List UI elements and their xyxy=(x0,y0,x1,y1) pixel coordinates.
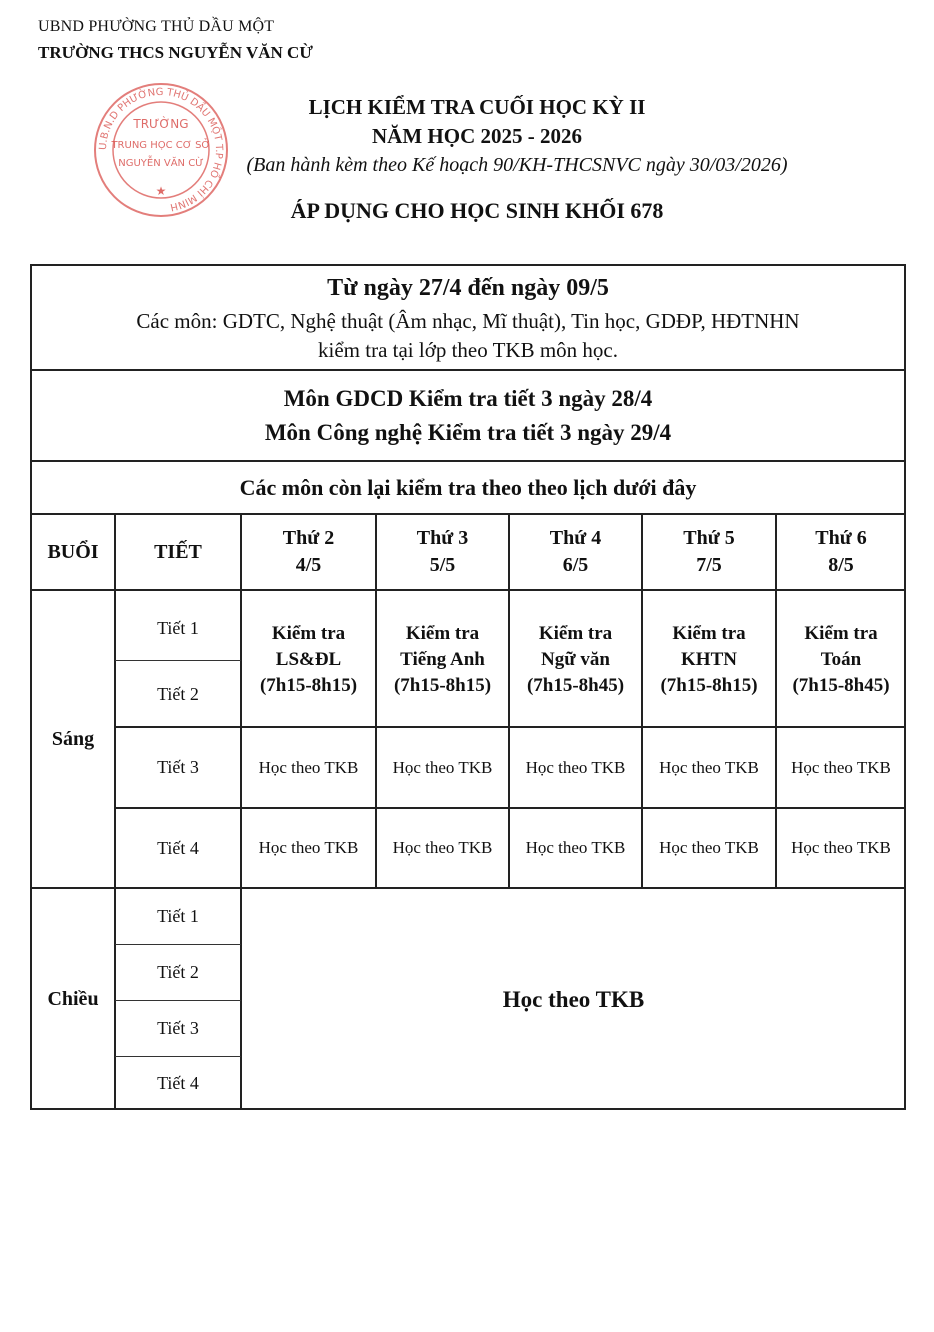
notice1-heading: Từ ngày 27/4 đến ngày 09/5 xyxy=(327,275,609,301)
day-name: Thứ 4 xyxy=(549,527,602,549)
exam-label: Kiểm tra xyxy=(672,623,746,644)
seal-star-icon: ★ xyxy=(155,184,167,198)
doc-title-line2: NĂM HỌC 2025 - 2026 xyxy=(372,124,582,148)
exam-time: (7h15-8h45) xyxy=(526,675,625,696)
seal-outer-text: U.B.N.D PHƯỜNG THỦ DẦU MỘT T.P HỒ CHÍ MINH xyxy=(97,86,225,213)
day-date: 6/5 xyxy=(562,554,589,576)
col-header-day xyxy=(777,515,905,589)
exam-label: Kiểm tra xyxy=(538,623,613,644)
period-label: Tiết 1 xyxy=(157,617,199,638)
period-label: Tiết 4 xyxy=(157,837,199,858)
day-name: Thứ 5 xyxy=(683,527,735,549)
period-label: Tiết 2 xyxy=(157,962,199,982)
exam-label: Kiểm tra xyxy=(405,623,480,644)
exam-cell xyxy=(242,604,375,716)
day-date: 5/5 xyxy=(429,554,456,576)
regular-class-cell: Học theo TKB xyxy=(525,757,626,777)
regular-class-cell: Học theo TKB xyxy=(791,838,891,857)
regular-class-cell: Học theo TKB xyxy=(659,757,759,777)
exam-time: (7h15-8h15) xyxy=(259,675,358,696)
exam-subject: Tiếng Anh xyxy=(400,649,485,670)
col-header-session: BUỔI xyxy=(47,540,99,563)
regular-class-cell: Học theo TKB xyxy=(392,757,493,777)
exam-time: (7h15-8h15) xyxy=(660,675,758,696)
col-header-period: TIẾT xyxy=(154,540,202,563)
seal-line3: NGUYỄN VĂN CỪ xyxy=(118,158,204,169)
notice1-line1: Các môn: GDTC, Nghệ thuật (Âm nhạc, Mĩ thuật), Tin học, GDĐP, HĐTNHN xyxy=(136,309,800,333)
notice2-line2: Môn Công nghệ Kiểm tra tiết 3 ngày 29/4 xyxy=(264,420,672,445)
exam-subject: Ngữ văn xyxy=(541,649,610,670)
exam-subject: LS&ĐL xyxy=(275,649,342,670)
exam-cell xyxy=(643,604,775,716)
col-header-day xyxy=(643,515,775,589)
seal-line2: TRUNG HỌC CƠ SỞ xyxy=(111,140,211,151)
exam-label: Kiểm tra xyxy=(804,623,878,644)
day-name: Thứ 2 xyxy=(282,527,335,549)
row-divider xyxy=(30,369,906,371)
afternoon-regular-classes: Học theo TKB xyxy=(502,986,645,1012)
col-header-day xyxy=(377,515,508,589)
exam-cell xyxy=(377,604,508,716)
authority-name: UBND PHƯỜNG THỦ DẦU MỘT xyxy=(38,18,275,35)
grid-line xyxy=(115,660,241,661)
doc-title-line1: LỊCH KIỂM TRA CUỐI HỌC KỲ II xyxy=(308,95,646,119)
col-header-day xyxy=(242,515,375,589)
exam-time: (7h15-8h45) xyxy=(792,675,890,696)
day-date: 8/5 xyxy=(828,554,854,576)
day-name: Thứ 3 xyxy=(416,527,469,549)
school-name: TRƯỜNG THCS NGUYỄN VĂN CỪ xyxy=(38,43,313,62)
period-label: Tiết 3 xyxy=(157,1018,199,1038)
exam-subject: Toán xyxy=(820,649,862,670)
regular-class-cell: Học theo TKB xyxy=(791,757,891,777)
period-label: Tiết 4 xyxy=(157,1073,199,1093)
exam-cell xyxy=(777,604,905,716)
grid-line xyxy=(30,589,906,591)
day-date: 7/5 xyxy=(696,554,722,576)
regular-class-cell: Học theo TKB xyxy=(525,838,626,857)
notice3: Các môn còn lại kiểm tra theo theo lịch dưới đây xyxy=(239,475,697,500)
exam-subject: KHTN xyxy=(681,649,737,670)
session-morning: Sáng xyxy=(51,727,95,750)
notice1-line2: kiểm tra tại lớp theo TKB môn học. xyxy=(318,338,618,362)
notice2-line1: Môn GDCD Kiểm tra tiết 3 ngày 28/4 xyxy=(283,386,653,411)
day-date: 4/5 xyxy=(295,554,322,576)
doc-subtitle: (Ban hành kèm theo Kế hoạch 90/KH-THCSNVC ngày 30/03/2026) xyxy=(246,154,788,176)
regular-class-cell: Học theo TKB xyxy=(392,838,493,857)
exam-cell xyxy=(510,604,641,716)
regular-class-cell: Học theo TKB xyxy=(258,757,359,777)
exam-time: (7h15-8h15) xyxy=(393,675,492,696)
day-name: Thứ 6 xyxy=(815,527,867,549)
col-header-day xyxy=(510,515,641,589)
exam-label: Kiểm tra xyxy=(271,623,346,644)
period-label: Tiết 1 xyxy=(157,906,199,926)
seal-line1: TRƯỜNG xyxy=(133,117,189,131)
row-divider xyxy=(30,460,906,462)
regular-class-cell: Học theo TKB xyxy=(659,838,759,857)
period-label: Tiết 3 xyxy=(157,757,199,777)
session-afternoon: Chiều xyxy=(47,988,99,1010)
doc-scope: ÁP DỤNG CHO HỌC SINH KHỐI 678 xyxy=(290,198,664,223)
regular-class-cell: Học theo TKB xyxy=(258,838,359,857)
period-label: Tiết 2 xyxy=(157,683,199,704)
